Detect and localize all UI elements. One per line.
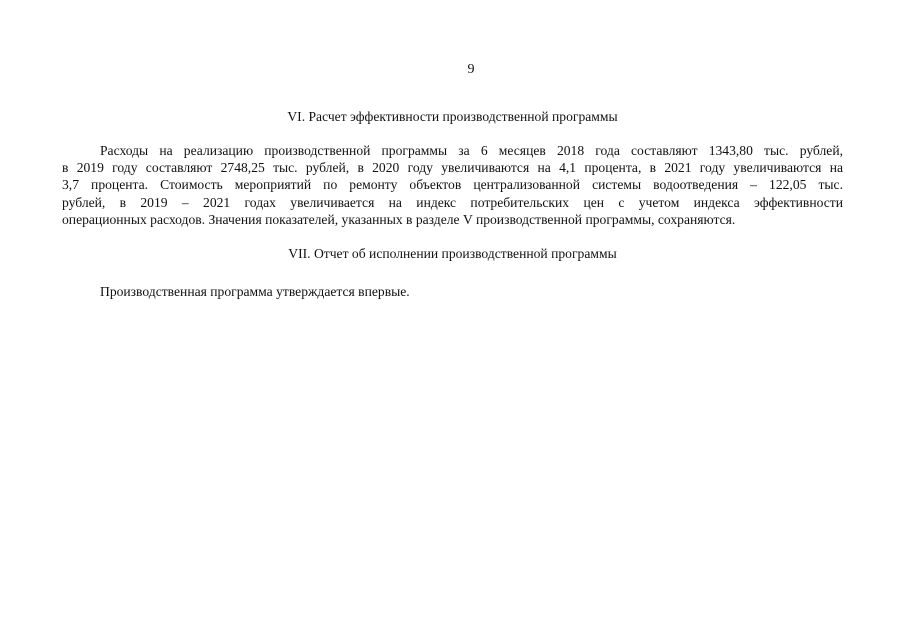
paragraph-line: 3,7 процента. Стоимость мероприятий по ремонту объектов централизованной системы водоотведения – 122,05 тыс. [62, 177, 843, 193]
paragraph-line: Расходы на реализацию производственной программы за 6 месяцев 2018 года составляют 1343,80 тыс. рублей, [100, 143, 843, 158]
paragraph-line: рублей, в 2019 – 2021 годах увеличивается на индекс потребительских цен с учетом индекса эффективности [62, 194, 843, 210]
paragraph-line: в 2019 году составляют 2748,25 тыс. рублей, в 2020 году увеличиваются на 4,1 процента, в 2021 году увеличиваются на [62, 160, 843, 176]
section-6-heading: VI. Расчет эффективности производственной программы [287, 109, 618, 124]
section-6-paragraph [62, 142, 843, 228]
section-7-paragraph [62, 283, 843, 300]
section-7-heading: VII. Отчет об исполнении производственной программы [288, 246, 617, 261]
page-number: 9 [467, 62, 475, 77]
paragraph-line: Производственная программа утверждается впервые. [100, 284, 410, 299]
paragraph-line: операционных расходов. Значения показателей, указанных в разделе V производственной программы, сохраняются. [62, 211, 736, 227]
